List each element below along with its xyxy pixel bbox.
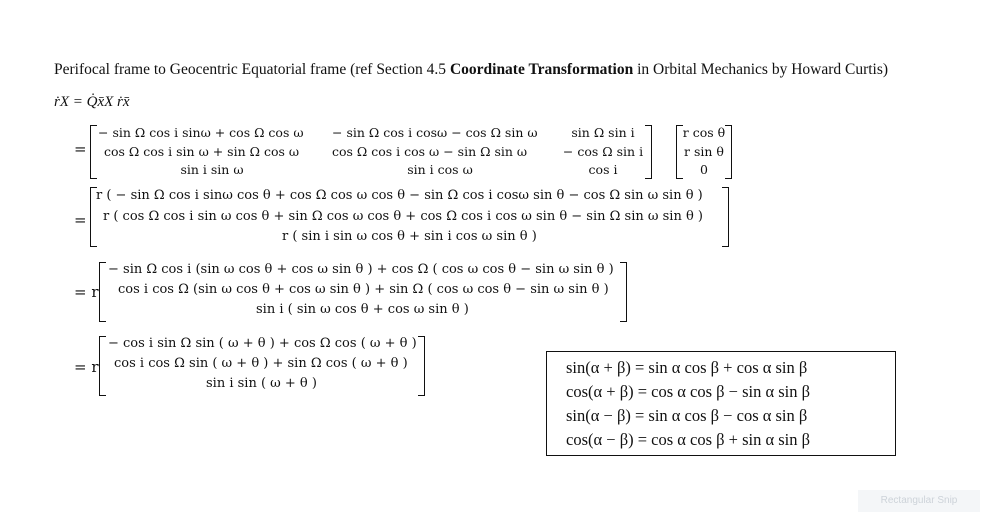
column-row: r ( cos Ω cos i sin ω cos θ + sin Ω cos ω cos θ + cos Ω cos i cos ω sin θ − sin Ω sin ω sin θ ) xyxy=(103,209,703,224)
column-row: sin i ( sin ω cos θ + cos ω sin θ ) xyxy=(256,302,469,317)
matrix-cell: cos i xyxy=(588,162,618,177)
column-row: − sin Ω cos i (sin ω cos θ + cos ω sin θ ) + cos Ω ( cos ω cos θ − sin ω sin θ ) xyxy=(108,262,614,277)
matrix-cell: − cos Ω sin i xyxy=(562,144,644,159)
title-text-end: in Orbital Mechanics by Howard Curtis) xyxy=(633,61,889,78)
column-left-bracket xyxy=(99,262,106,322)
column-row: sin i sin ( ω + θ ) xyxy=(206,376,317,391)
equals-sign-4: = r xyxy=(74,358,99,376)
title-bold-text: Coordinate Transformation xyxy=(449,61,634,78)
identity-line: sin(α − β) = sin α cos β − cos α sin β xyxy=(566,406,808,425)
column-row: r ( sin i sin ω cos θ + sin i cos ω sin θ ) xyxy=(282,229,537,244)
vector-right-bracket xyxy=(725,125,732,179)
velocity-transform-equation: ṙX = Q̇x̄X ṙx̄ xyxy=(54,94,130,110)
matrix-cell: cos Ω cos i cos ω − sin Ω sin ω xyxy=(332,144,528,159)
matrix-cell: − sin Ω cos i sinω + cos Ω cos ω xyxy=(98,125,304,140)
matrix-cell: sin i sin ω xyxy=(180,162,244,177)
matrix-left-bracket xyxy=(90,125,97,179)
identity-line: sin(α + β) = sin α cos β + cos α sin β xyxy=(566,358,808,377)
vector-cell: 0 xyxy=(700,162,708,177)
column-right-bracket xyxy=(620,262,627,322)
column-row: − cos i sin Ω sin ( ω + θ ) + cos Ω cos ( ω + θ ) xyxy=(108,336,417,351)
column-right-bracket xyxy=(418,336,425,396)
column-left-bracket xyxy=(99,336,106,396)
title-text: Perifocal frame to Geocentric Equatorial frame (ref Section 4.5 xyxy=(54,61,450,78)
identity-line: cos(α − β) = cos α cos β + sin α sin β xyxy=(566,430,811,449)
column-row: cos i cos Ω (sin ω cos θ + cos ω sin θ ) + sin Ω ( cos ω cos θ − sin ω sin θ ) xyxy=(118,282,609,297)
rectangular-snip-watermark: Rectangular Snip xyxy=(858,490,980,512)
matrix-cell: cos Ω cos i sin ω + sin Ω cos ω xyxy=(104,144,300,159)
equals-sign-2: = xyxy=(74,211,87,229)
identity-line: cos(α + β) = cos α cos β − sin α sin β xyxy=(566,382,811,401)
matrix-right-bracket xyxy=(645,125,652,179)
page-title xyxy=(54,61,888,79)
matrix-cell: sin Ω sin i xyxy=(571,125,635,140)
column-right-bracket xyxy=(722,187,729,247)
equals-sign-3: = r xyxy=(74,283,99,301)
column-row: cos i cos Ω sin ( ω + θ ) + sin Ω cos ( ω + θ ) xyxy=(114,356,408,371)
matrix-cell: sin i cos ω xyxy=(407,162,473,177)
equals-sign-1: = xyxy=(74,140,87,158)
column-row: r ( − sin Ω cos i sinω cos θ + cos Ω cos ω cos θ − sin Ω cos i cosω sin θ − cos Ω sin ω sin θ ) xyxy=(96,188,703,203)
vector-cell: r cos θ xyxy=(682,125,726,140)
vector-cell: r sin θ xyxy=(684,144,724,159)
matrix-cell: − sin Ω cos i cosω − cos Ω sin ω xyxy=(332,125,538,140)
